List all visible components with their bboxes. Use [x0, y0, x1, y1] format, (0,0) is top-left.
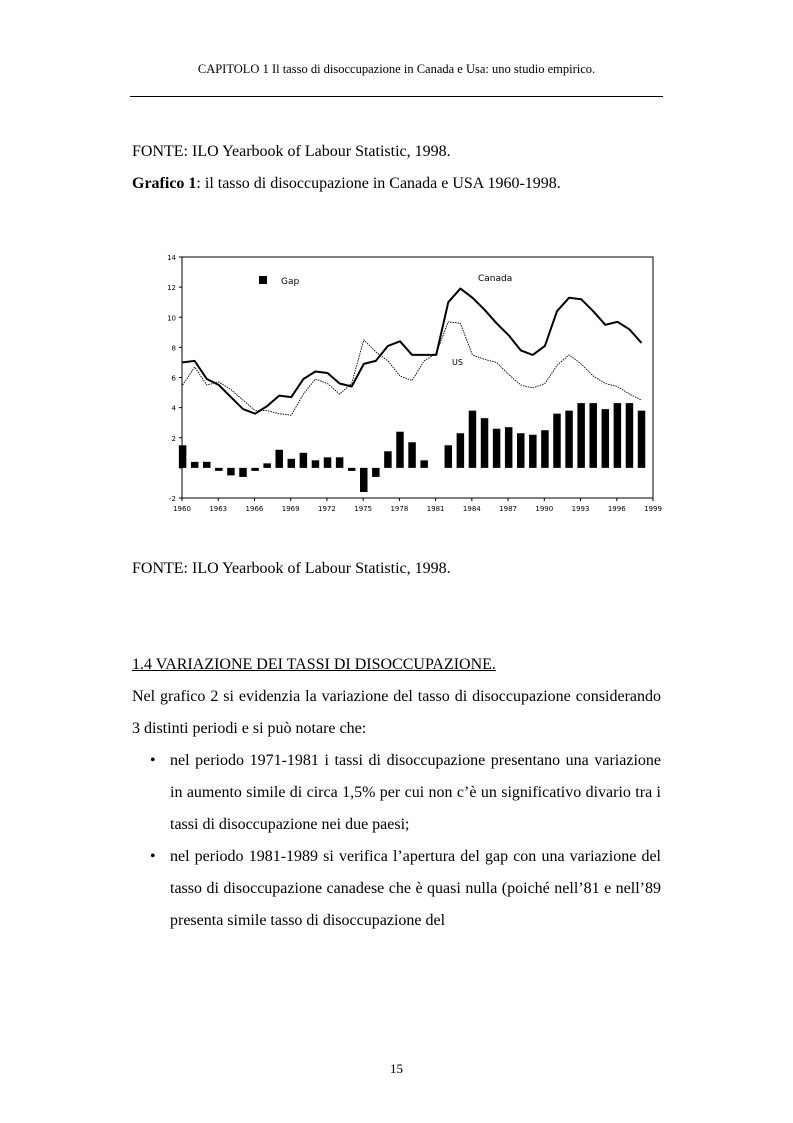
legend-gap-swatch	[259, 276, 267, 284]
gap-bar	[396, 432, 403, 468]
y-tick-label: 6	[171, 374, 176, 383]
bullet-list	[150, 745, 661, 937]
gap-bar	[336, 457, 343, 468]
gap-bar	[553, 414, 560, 468]
figure-caption-text: : il tasso di disoccupazione in Canada e USA 1960-1998.	[196, 175, 561, 192]
source-note-bottom: FONTE: ILO Yearbook of Labour Statistic, 1998.	[132, 560, 451, 577]
gap-bar	[275, 450, 282, 468]
gap-bar	[348, 468, 355, 471]
section-intro: Nel grafico 2 si evidenzia la variazione del tasso di disoccupazione considerando 3 distinti periodi e si può notare che:	[132, 688, 661, 737]
gap-bar	[360, 468, 367, 492]
figure-caption	[132, 175, 561, 193]
gap-bar	[445, 445, 452, 468]
gap-bar	[577, 403, 584, 468]
canada-line-label: Canada	[478, 274, 513, 284]
y-tick-label: 10	[167, 314, 176, 323]
gap-bar	[288, 459, 295, 468]
header-rule	[130, 96, 663, 97]
x-tick-label: 1996	[607, 505, 626, 513]
us-line-label: US	[452, 358, 463, 367]
gap-bar	[517, 433, 524, 468]
section-heading: 1.4 VARIAZIONE DEI TASSI DI DISOCCUPAZIONE.	[132, 656, 496, 673]
x-tick-label: 1981	[426, 505, 445, 513]
gap-bar	[179, 445, 186, 468]
gap-bar	[493, 429, 500, 468]
gap-bar	[481, 418, 488, 468]
gap-bar	[263, 463, 270, 468]
gap-bar	[239, 468, 246, 477]
gap-bar	[203, 462, 210, 468]
x-tick-label: 1969	[281, 505, 300, 513]
figure-caption-label: Grafico 1	[132, 175, 197, 192]
gap-bar	[384, 451, 391, 468]
gap-bar	[251, 468, 258, 471]
x-tick-label: 1975	[354, 505, 373, 513]
gap-bar	[589, 403, 596, 468]
x-tick-label: 1990	[535, 505, 554, 513]
y-tick-label: 8	[171, 344, 176, 353]
gap-bar	[420, 460, 427, 468]
unemployment-chart	[160, 248, 660, 523]
bullet-icon: •	[150, 752, 156, 769]
gap-bar	[565, 411, 572, 468]
y-tick-label: 2	[171, 434, 176, 443]
gap-bar	[626, 403, 633, 468]
x-tick-label: 1963	[209, 505, 228, 513]
gap-bar	[372, 468, 379, 477]
x-tick-label: 1987	[499, 505, 517, 513]
legend-gap-label: Gap	[281, 277, 300, 287]
bullet-item	[150, 745, 661, 841]
x-tick-label: 1993	[571, 505, 590, 513]
x-tick-label: 1984	[462, 505, 481, 513]
y-tick-label: -2	[169, 495, 176, 503]
gap-bar	[300, 453, 307, 468]
gap-bar	[614, 403, 621, 468]
gap-bar	[227, 468, 234, 476]
bullet-text: nel periodo 1981-1989 si verifica l’apertura del gap con una variazione del tasso di disoccupazione canadese che è quasi nulla (poiché nell’81 e nell’89 presenta simile tasso di disoccupazione del	[170, 848, 661, 929]
running-header: CAPITOLO 1 Il tasso di disoccupazione in Canada e Usa: uno studio empirico.	[197, 62, 596, 76]
y-tick-label: 14	[167, 254, 176, 262]
x-tick-label: 1966	[245, 505, 264, 513]
gap-bar	[191, 462, 198, 468]
page-number: 15	[390, 1061, 403, 1076]
bullet-icon: •	[150, 848, 156, 865]
gap-bar	[602, 409, 609, 468]
x-tick-label: 1972	[318, 505, 336, 513]
gap-bar	[638, 411, 645, 468]
gap-bar	[408, 442, 415, 468]
x-tick-label: 1960	[173, 505, 191, 513]
gap-bar	[312, 460, 319, 468]
gap-bar	[541, 430, 548, 468]
source-note-top: FONTE: ILO Yearbook of Labour Statistic, 1998.	[132, 143, 451, 160]
y-tick-label: 12	[167, 284, 176, 293]
gap-bar	[505, 427, 512, 468]
gap-bar	[215, 468, 222, 471]
x-tick-label: 1978	[390, 505, 409, 513]
gap-bar	[469, 411, 476, 468]
gap-bar	[324, 457, 331, 468]
y-tick-label: 4	[171, 404, 176, 413]
bullet-item	[150, 841, 661, 937]
x-tick-label: 1999	[644, 505, 662, 513]
bullet-text: nel periodo 1971-1981 i tassi di disoccupazione presentano una variazione in aumento simile di circa 1,5% per cui non c’è un significativo divario tra i tassi di disoccupazione nei due paesi;	[170, 752, 661, 833]
gap-bar	[457, 433, 464, 468]
gap-bar	[529, 435, 536, 468]
